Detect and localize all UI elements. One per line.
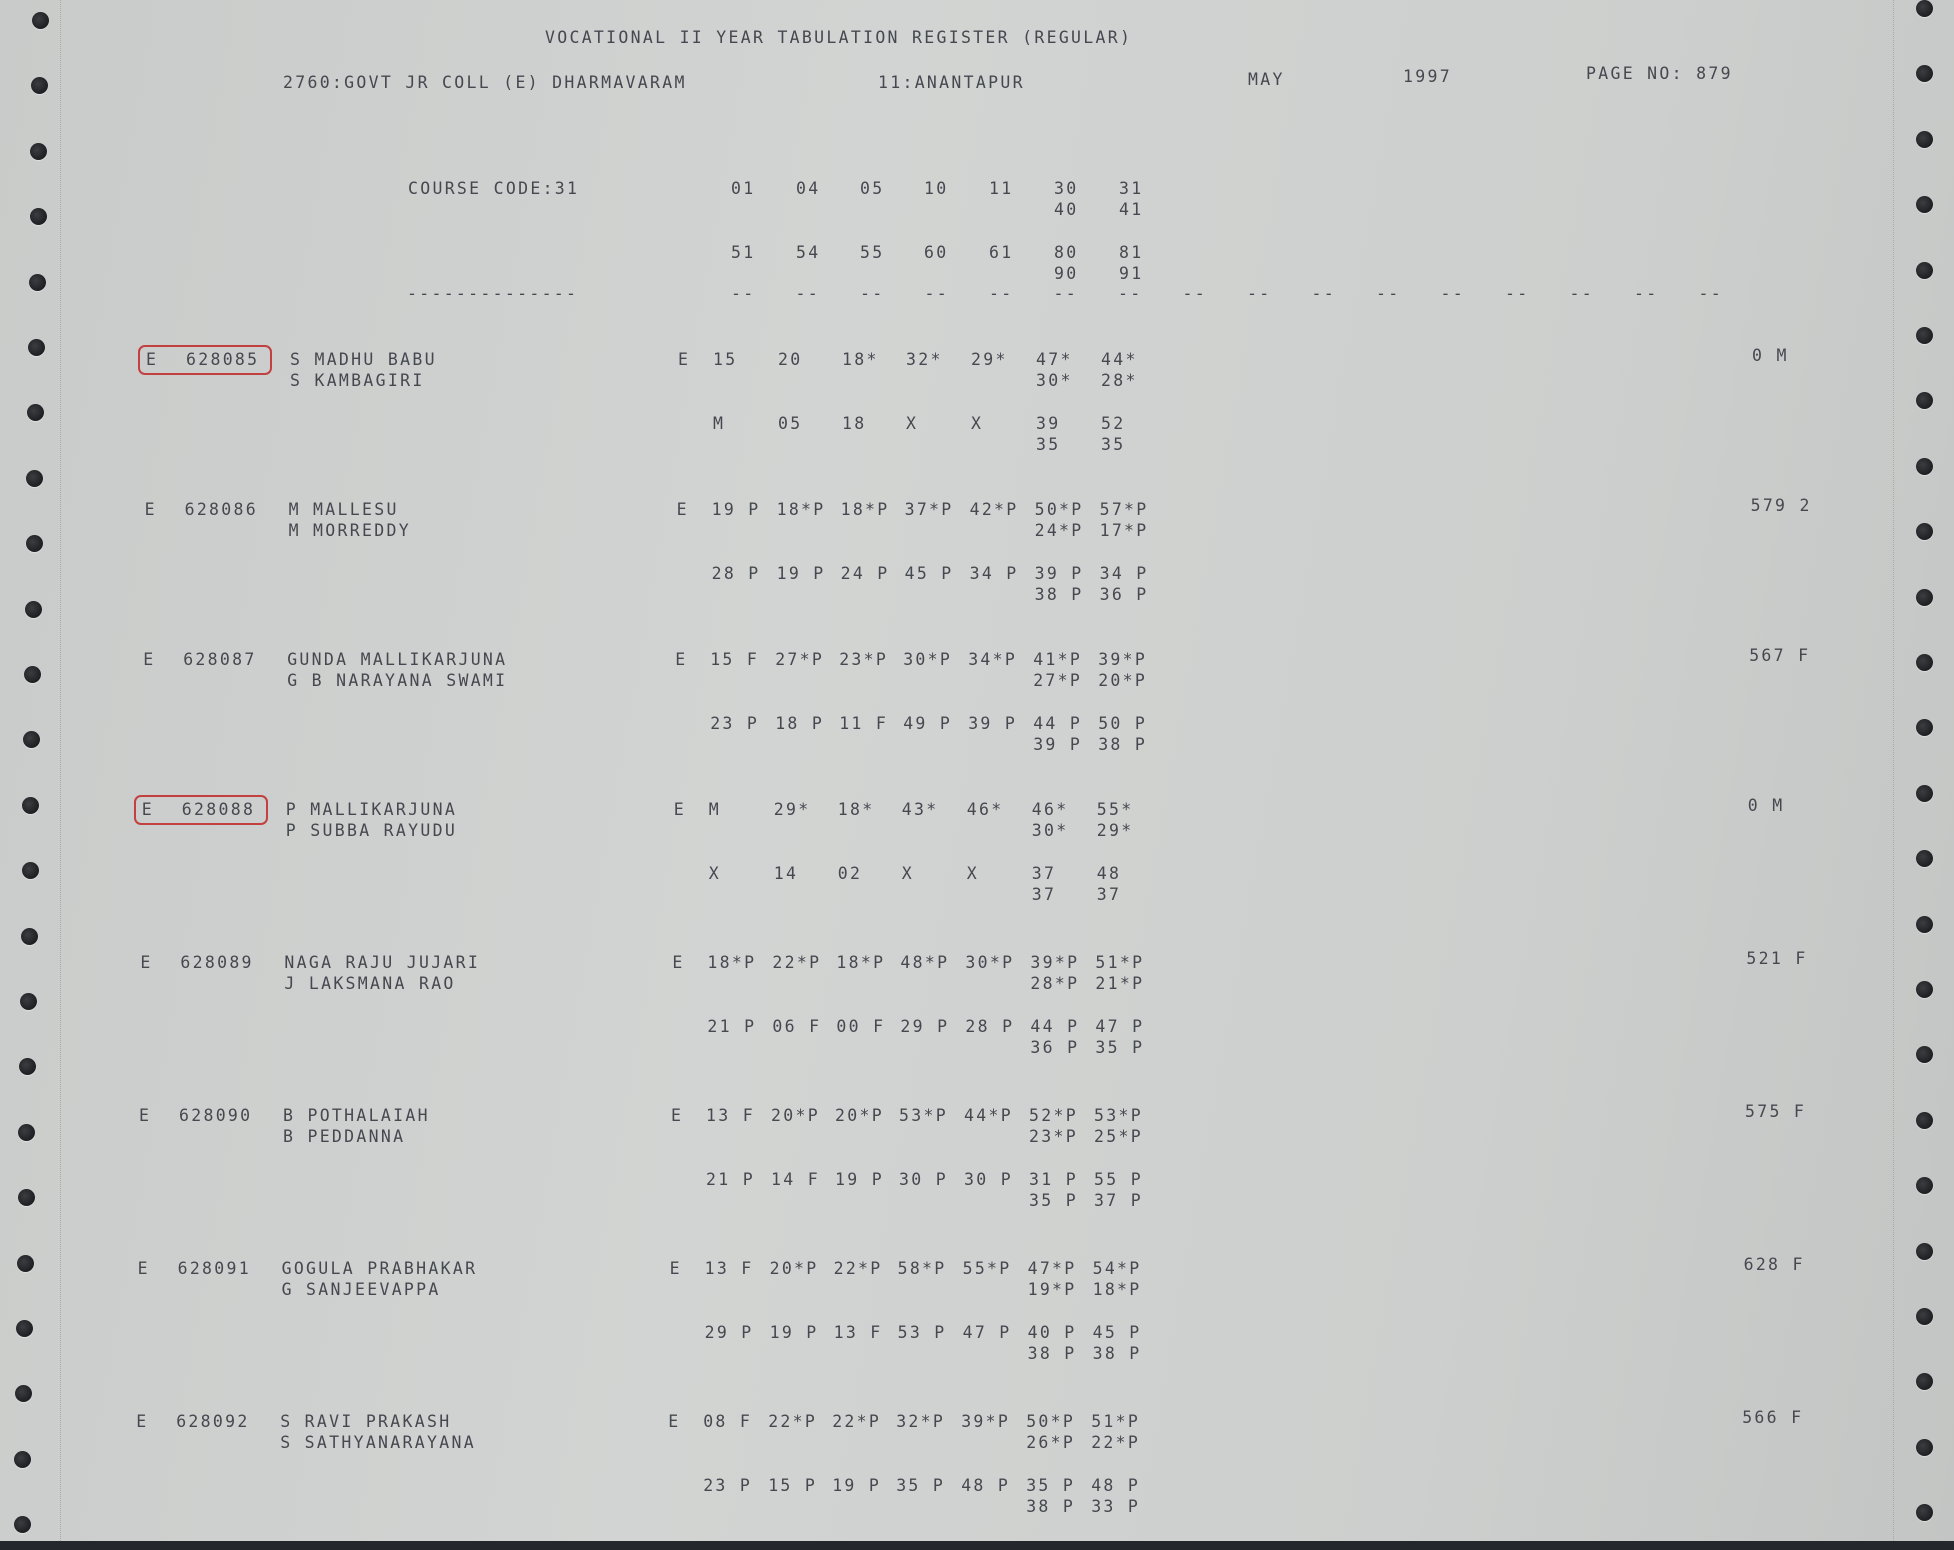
column-rule: -- [1053,284,1078,303]
subject-code: 60 [924,243,949,262]
mark-cell: 28* [1101,371,1138,390]
subject-code: 80 [1054,243,1079,262]
tractor-hole [14,1516,31,1533]
total-result: 0 M [1747,796,1785,815]
mark-cell: 19 P [769,1323,819,1342]
mark-cell: 48*P [900,953,950,972]
mark-cell: 41*P [1033,650,1083,669]
mark-cell: 49 P [903,714,953,733]
tractor-hole [28,339,45,356]
mark-cell: 30* [1036,371,1073,390]
mark-cell: 39 P [968,714,1018,733]
mark-cell: 38 P [1034,585,1084,604]
mark-cell: 53 P [897,1323,947,1342]
medium-code: E [136,1412,149,1431]
mark-cell: 47*P [1027,1259,1077,1278]
mark-cell: 44 P [1030,1017,1080,1036]
tractor-hole [22,797,39,814]
mark-cell: 37 P [1094,1191,1143,1210]
mark-cell: 21 P [706,1170,755,1189]
column-rule: -- [1376,284,1401,303]
mark-cell: 20*P [771,1106,820,1125]
mark-cell: 00 F [836,1017,886,1036]
tractor-hole [29,274,46,291]
subject-code: 40 [1054,200,1079,219]
column-rule: -- [1698,284,1723,303]
student-name: P MALLIKARJUNA [285,800,458,819]
medium-code: E [144,500,157,519]
mark-cell: 34 P [969,564,1019,583]
mark-cell: 35 [1036,435,1061,454]
medium-code: E [141,800,155,819]
mark-cell: 34*P [968,650,1018,669]
tractor-hole [1916,131,1933,148]
mark-cell: 29 P [900,1017,950,1036]
tractor-hole [26,470,43,487]
mark-cell: 18*P [840,500,890,519]
pen-circle-mark [134,795,268,825]
mark-cell: 31 P [1029,1170,1078,1189]
mark-cell: M [713,414,726,433]
mark-cell: 23 P [710,714,760,733]
mark-cell: 19 P [776,564,826,583]
column-rule: -- [731,284,756,303]
column-rule: -- [860,284,885,303]
mark-cell: 42*P [969,500,1019,519]
hall-ticket-number: 628086 [184,500,258,519]
tractor-hole [15,1385,32,1402]
language-medium: E [678,350,691,369]
mark-cell: 02 [837,864,863,883]
column-rule: -- [989,284,1014,303]
mark-cell: 22*P [772,953,822,972]
mark-cell: 18* [837,800,875,819]
column-rule: -- [1440,284,1465,303]
tractor-hole [1916,327,1933,344]
mark-cell: 19 P [835,1170,884,1189]
tractor-hole [25,601,42,618]
mark-cell: 39 P [1033,735,1083,754]
mark-cell: 06 F [772,1017,822,1036]
tractor-hole [1916,262,1933,279]
tractor-hole [1916,0,1933,17]
mark-cell: 29* [971,350,1008,369]
student-name: M MALLESU [288,500,399,519]
mark-cell: 38 P [1027,1344,1077,1363]
tractor-hole [1916,1308,1933,1325]
hall-ticket-number: 628089 [180,953,254,972]
mark-cell: 25*P [1094,1127,1143,1146]
mark-cell: 18* [842,350,879,369]
tractor-hole [1916,1112,1933,1129]
total-result: 579 2 [1750,496,1812,515]
mark-cell: 37*P [904,500,954,519]
mark-cell: 35 P [1029,1191,1078,1210]
tractor-hole [32,12,49,29]
mark-cell: M [708,800,722,819]
mark-cell: 52 [1101,414,1126,433]
mark-cell: 55* [1096,800,1134,819]
mark-cell: 35 P [1095,1038,1145,1057]
student-name: NAGA RAJU JUJARI [284,953,481,972]
tractor-hole [1916,1373,1933,1390]
tractor-hole [18,1189,35,1206]
mark-cell: 20*P [1098,671,1148,690]
mark-cell: 48 [1096,864,1122,883]
column-rule: -- [795,284,820,303]
subject-code: 31 [1119,179,1144,198]
mark-cell: 36 P [1030,1038,1080,1057]
mark-cell: 44*P [964,1106,1013,1125]
mark-cell: 18*P [836,953,886,972]
mark-cell: 26*P [1026,1433,1076,1452]
mark-cell: 18*P [707,953,757,972]
tractor-hole [30,208,47,225]
student-name: B POTHALAIAH [283,1106,430,1125]
mark-cell: 22*P [1091,1433,1141,1452]
student-name: GUNDA MALLIKARJUNA [287,650,508,669]
mark-cell: 19*P [1027,1280,1077,1299]
mark-cell: 22*P [832,1412,882,1431]
hall-ticket-number: 628088 [181,800,256,819]
mark-cell: 08 F [703,1412,753,1431]
subject-code: 91 [1119,264,1144,283]
column-rule: -- [1505,284,1530,303]
hall-ticket-number: 628085 [186,350,260,369]
total-result: 566 F [1742,1408,1804,1427]
mark-cell: 51*P [1091,1412,1141,1431]
subject-code: 90 [1054,264,1079,283]
parent-name: M MORREDDY [288,521,411,540]
tractor-hole [17,1255,34,1272]
page-number: PAGE NO: 879 [1586,64,1733,83]
tractor-hole [21,928,38,945]
column-rule: -- [1118,284,1143,303]
register-title: VOCATIONAL II YEAR TABULATION REGISTER (REGULAR) [545,28,1133,47]
column-rule: -- [1311,284,1336,303]
tractor-hole [1916,654,1933,671]
mark-cell: 29* [1096,821,1134,840]
tractor-hole [24,666,41,683]
tractor-hole [14,1451,31,1468]
mark-cell: 14 F [771,1170,820,1189]
hall-ticket-number: 628092 [176,1412,250,1431]
mark-cell: 20*P [835,1106,884,1125]
mark-cell: 40 P [1027,1323,1077,1342]
mark-cell: 18 [842,414,867,433]
mark-cell: 30*P [903,650,953,669]
mark-cell: 24 P [840,564,890,583]
parent-name: B PEDDANNA [283,1127,406,1146]
language-medium: E [672,953,685,972]
mark-cell: 37 [1031,864,1057,883]
tractor-hole [19,1058,36,1075]
tractor-hole [1916,1177,1933,1194]
mark-cell: 34 P [1099,564,1149,583]
mark-cell: 47 P [962,1323,1012,1342]
mark-cell: 13 F [704,1259,754,1278]
mark-cell: 22*P [833,1259,883,1278]
tractor-hole [31,77,48,94]
mark-cell: 45 P [1092,1323,1142,1342]
mark-cell: 39*P [1098,650,1148,669]
tractor-hole [1916,1439,1933,1456]
column-rule: -- [1634,284,1659,303]
mark-cell: X [906,414,919,433]
mark-cell: 44* [1101,350,1138,369]
mark-cell: 15 P [768,1476,818,1495]
hall-ticket-number: 628087 [183,650,257,669]
mark-cell: 38 P [1092,1344,1142,1363]
medium-code: E [143,650,156,669]
mark-cell: 46* [966,800,1004,819]
mark-cell: 35 P [896,1476,946,1495]
total-result: 575 F [1745,1102,1807,1121]
parent-name: G B NARAYANA SWAMI [287,671,508,690]
parent-name: S KAMBAGIRI [290,371,425,390]
mark-cell: 19 P [711,500,761,519]
mark-cell: 45 P [904,564,954,583]
mark-cell: 35 P [1026,1476,1076,1495]
tractor-hole [16,1320,33,1337]
student-name: S RAVI PRAKASH [280,1412,452,1431]
language-medium: E [671,1106,684,1125]
mark-cell: 15 [713,350,738,369]
course-code-label: COURSE CODE:31 [408,179,580,198]
mark-cell: 21*P [1095,974,1145,993]
mark-cell: 23*P [1029,1127,1078,1146]
mark-cell: 50*P [1034,500,1084,519]
mark-cell: X [971,414,984,433]
tractor-hole [27,404,44,421]
mark-cell: 55 P [1094,1170,1143,1189]
mark-cell: 13 F [706,1106,755,1125]
mark-cell: 29* [773,800,811,819]
tractor-hole [1916,1243,1933,1260]
mark-cell: 32* [906,350,943,369]
mark-cell: 24*P [1034,521,1084,540]
medium-code: E [146,350,159,369]
hall-ticket-number: 628090 [179,1106,253,1125]
total-result: 0 M [1752,346,1789,365]
mark-cell: 37 [1096,885,1122,904]
mark-cell: 48 P [1091,1476,1141,1495]
parent-name: P SUBBA RAYUDU [285,821,458,840]
tractor-hole [1916,850,1933,867]
mark-cell: 44 P [1033,714,1083,733]
mark-cell: 50*P [1026,1412,1076,1431]
mark-cell: X [708,864,722,883]
tractor-hole [1916,1046,1933,1063]
total-result: 567 F [1749,646,1811,665]
subject-code: 54 [796,243,821,262]
left-tractor-strip [0,0,61,1541]
college-name: 2760:GOVT JR COLL (E) DHARMAVARAM [283,73,687,92]
mark-cell: 38 P [1098,735,1148,754]
subject-code: 01 [731,179,756,198]
hall-ticket-number: 628091 [177,1259,251,1278]
tractor-hole [26,535,43,552]
mark-cell: 33 P [1091,1497,1141,1516]
student-name: GOGULA PRABHAKAR [281,1259,478,1278]
tractor-hole [23,731,40,748]
subject-code: 11 [989,179,1014,198]
mark-cell: 18*P [1092,1280,1142,1299]
mark-cell: 55*P [962,1259,1012,1278]
tractor-hole [1916,392,1933,409]
mark-cell: 17*P [1099,521,1149,540]
mark-cell: 36 P [1099,585,1149,604]
mark-cell: 50 P [1098,714,1148,733]
mark-cell: 13 F [833,1323,883,1342]
parent-name: S SATHYANARAYANA [280,1433,476,1452]
total-result: 521 F [1746,949,1808,968]
mark-cell: 29 P [704,1323,754,1342]
tractor-hole [1916,589,1933,606]
mark-cell: 28*P [1030,974,1080,993]
mark-cell: 22*P [768,1412,818,1431]
parent-name: J LAKSMANA RAO [284,974,456,993]
mark-cell: X [901,864,915,883]
subject-code: 61 [989,243,1014,262]
mark-cell: 19 P [832,1476,882,1495]
mark-cell: 47 P [1095,1017,1145,1036]
tractor-hole [1916,65,1933,82]
column-rule: -- [1182,284,1207,303]
mark-cell: 14 [773,864,799,883]
mark-cell: 15 F [710,650,760,669]
mark-cell: X [966,864,980,883]
tractor-hole [1916,523,1933,540]
medium-code: E [137,1259,150,1278]
mark-cell: 43* [901,800,939,819]
exam-year: 1997 [1403,67,1452,86]
mark-cell: 35 [1101,435,1126,454]
column-rule: -- [1247,284,1272,303]
mark-cell: 57*P [1099,500,1149,519]
right-tractor-strip [1893,0,1954,1541]
subject-code: 81 [1119,243,1144,262]
medium-code: E [140,953,153,972]
district-name: 11:ANANTAPUR [878,73,1025,92]
mark-cell: 38 P [1026,1497,1076,1516]
tractor-hole [1916,458,1933,475]
mark-cell: 37 [1031,885,1057,904]
mark-cell: 51*P [1095,953,1145,972]
mark-cell: 28 P [711,564,761,583]
student-name: S MADHU BABU [290,350,437,369]
subject-code: 41 [1119,200,1144,219]
mark-cell: 58*P [897,1259,947,1278]
tractor-hole [1916,196,1933,213]
tractor-hole [30,143,47,160]
mark-cell: 32*P [896,1412,946,1431]
mark-cell: 21 P [707,1017,757,1036]
mark-cell: 30* [1031,821,1069,840]
mark-cell: 52*P [1029,1106,1078,1125]
tractor-hole [1916,719,1933,736]
pen-circle-mark [138,345,272,375]
column-rule: -- [1569,284,1594,303]
mark-cell: 48 P [961,1476,1011,1495]
subject-code: 30 [1054,179,1079,198]
mark-cell: 39 [1036,414,1061,433]
subject-code: 51 [731,243,756,262]
mark-cell: 39*P [1030,953,1080,972]
language-medium: E [676,500,689,519]
medium-code: E [139,1106,152,1125]
mark-cell: 18*P [776,500,826,519]
tractor-hole [1916,785,1933,802]
mark-cell: 53*P [899,1106,948,1125]
mark-cell: 28 P [965,1017,1015,1036]
tractor-hole [1916,1504,1933,1521]
language-medium: E [668,1412,681,1431]
mark-cell: 53*P [1094,1106,1143,1125]
mark-cell: 39 P [1034,564,1084,583]
mark-cell: 11 F [839,714,889,733]
subject-code: 05 [860,179,885,198]
mark-cell: 27*P [775,650,825,669]
subject-code: 04 [796,179,821,198]
language-medium: E [673,800,687,819]
mark-cell: 46* [1031,800,1069,819]
parent-name: G SANJEEVAPPA [281,1280,441,1299]
mark-cell: 20 [778,350,803,369]
language-medium: E [669,1259,682,1278]
subject-code: 10 [924,179,949,198]
mark-cell: 05 [778,414,803,433]
mark-cell: 27*P [1033,671,1083,690]
language-medium: E [675,650,688,669]
tractor-hole [1916,981,1933,998]
mark-cell: 18 P [775,714,825,733]
mark-cell: 54*P [1092,1259,1142,1278]
total-result: 628 F [1743,1255,1805,1274]
mark-cell: 23*P [839,650,889,669]
mark-cell: 20*P [769,1259,819,1278]
column-rule: -- [924,284,949,303]
mark-cell: 30 P [964,1170,1013,1189]
exam-month: MAY [1248,70,1285,89]
tractor-hole [1916,916,1933,933]
rule-label: -------------- [407,284,579,303]
mark-cell: 30 P [899,1170,948,1189]
mark-cell: 39*P [961,1412,1011,1431]
tractor-hole [18,1124,35,1141]
subject-code: 55 [860,243,885,262]
mark-cell: 23 P [703,1476,753,1495]
mark-cell: 47* [1036,350,1073,369]
mark-cell: 30*P [965,953,1015,972]
tractor-hole [22,862,39,879]
tractor-hole [20,993,37,1010]
